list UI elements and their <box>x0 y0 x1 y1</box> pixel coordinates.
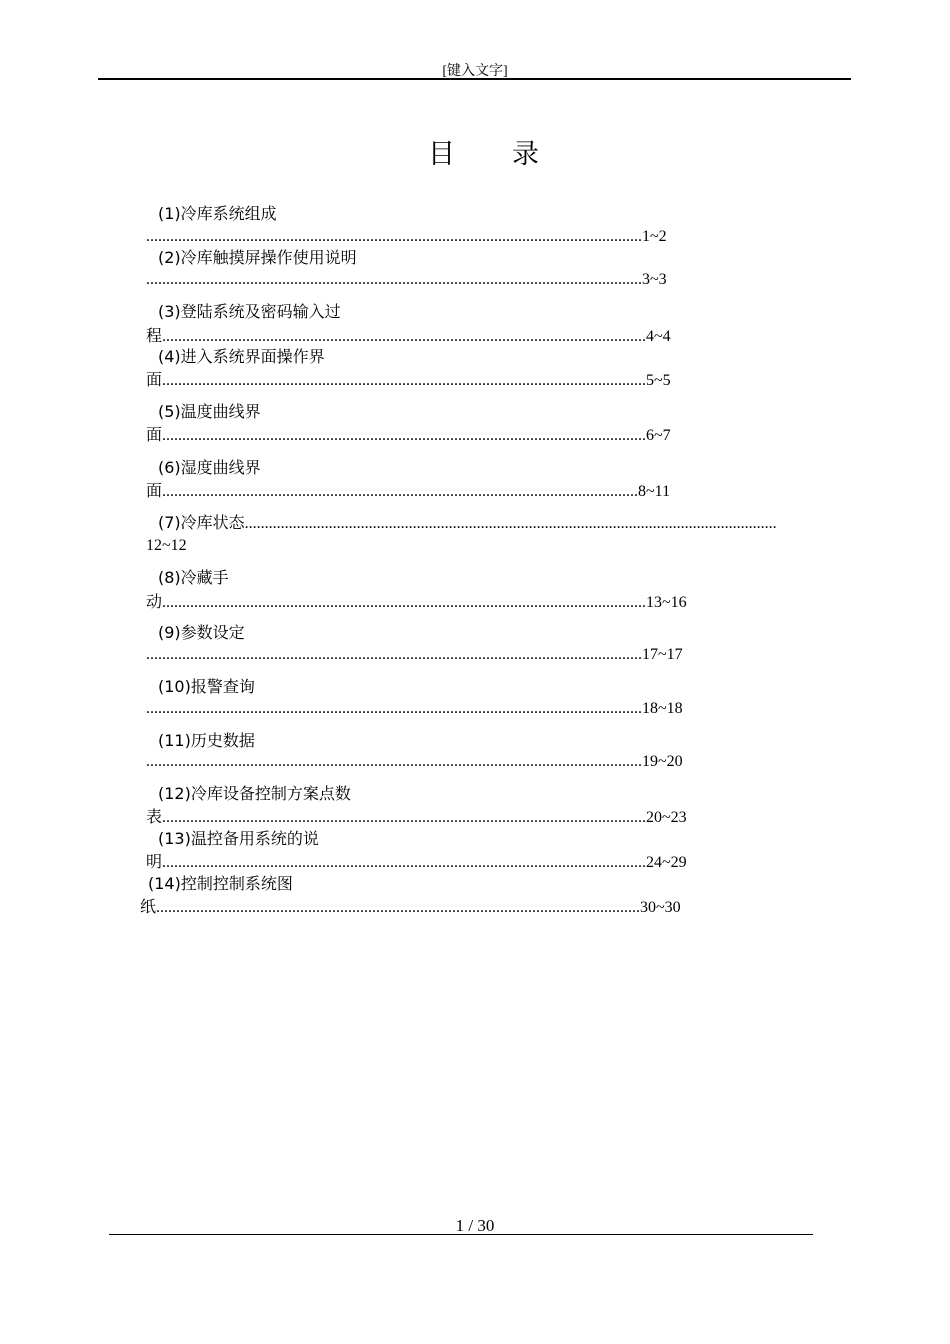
toc-dots: ............................................................................................................................ <box>146 228 642 245</box>
toc-entry-leader: ............................................................................................................................3~3 <box>146 271 667 288</box>
toc-entry-leader: 明.........................................................................................................................24~29 <box>146 852 687 871</box>
toc-entry-pages: 3~3 <box>642 271 667 288</box>
toc-entry-title: (10)报警查询 <box>158 677 255 696</box>
toc-entry-pages: 4~4 <box>646 328 671 345</box>
toc-entry-leader <box>146 227 667 247</box>
toc-entry-leader: (7)冷库状态..................................................................................................................................... <box>158 513 777 532</box>
toc-entry-pages: 8~11 <box>638 483 671 500</box>
toc-entry-leader: 动.........................................................................................................................13~16 <box>146 592 687 611</box>
toc-entry-leader: 面.........................................................................................................................5~5 <box>146 370 671 389</box>
footer-rule <box>109 1234 813 1235</box>
title-char-2: 录 <box>512 139 539 170</box>
toc-entry-title: (11)历史数据 <box>158 731 255 750</box>
header-text: [键入文字] <box>442 64 508 79</box>
title-char-1: 目 <box>428 139 455 170</box>
toc-entry-title: (2)冷库触摸屏操作使用说明 <box>158 248 357 267</box>
toc-entry-leader: 面.......................................................................................................................8~11 <box>146 481 671 500</box>
toc-entry-title: (14)控制控制系统图 <box>148 874 293 893</box>
toc-entry-continuation: 纸 <box>140 897 157 916</box>
toc-entry-pages: 6~7 <box>646 427 671 444</box>
toc-entry-leader: ............................................................................................................................18~18 <box>146 700 683 717</box>
toc-entry-leader: 纸.........................................................................................................................30~30 <box>140 897 681 916</box>
toc-entry-pages: 13~16 <box>646 594 687 611</box>
toc-entry-title: (5)温度曲线界 <box>158 402 261 421</box>
toc-entry-title: (6)湿度曲线界 <box>158 458 261 477</box>
toc-entry-continuation: 动 <box>146 592 163 611</box>
toc-entry-title: (7)冷库状态 <box>158 513 245 532</box>
toc-entry-continuation: 面 <box>146 370 163 389</box>
toc-entry-pages: 19~20 <box>642 753 683 770</box>
toc-entry-title: (1)冷库系统组成 <box>158 204 277 223</box>
toc-entry-continuation: 面 <box>146 425 163 444</box>
toc-entry-title: (13)温控备用系统的说 <box>158 829 319 848</box>
toc-entry-leader: 表.........................................................................................................................20~23 <box>146 807 687 826</box>
toc-entry-title: (12)冷库设备控制方案点数 <box>158 784 351 803</box>
toc-entry-leader: ............................................................................................................................19~20 <box>146 753 683 770</box>
toc-entry-pages: 30~30 <box>640 899 681 916</box>
toc-entry-leader: 程.........................................................................................................................4~4 <box>146 326 671 345</box>
toc-entry-pages: 17~17 <box>642 646 683 663</box>
toc-entry-continuation: 明 <box>146 852 163 871</box>
toc-entry-pages: 24~29 <box>646 854 687 871</box>
page-number: 1 / 30 <box>455 1216 495 1235</box>
toc-entry-title: (4)进入系统界面操作界 <box>158 347 325 366</box>
toc-entry-continuation: 面 <box>146 481 163 500</box>
toc-entry-continuation: 程 <box>146 326 163 345</box>
toc-entry-title: (8)冷藏手 <box>158 568 229 587</box>
toc-entry-pages: 5~5 <box>646 372 671 389</box>
toc-entry-pages: 12~12 <box>146 537 187 554</box>
toc-entry-leader: ............................................................................................................................17~17 <box>146 646 683 663</box>
toc-entry-title: (3)登陆系统及密码输入过 <box>158 302 341 321</box>
toc-entry-pages: 1~2 <box>642 228 667 245</box>
toc-entry-title: (9)参数设定 <box>158 623 245 642</box>
toc-entry-leader: 面.........................................................................................................................6~7 <box>146 425 671 444</box>
toc-entry-pages: 18~18 <box>642 700 683 717</box>
toc-entry-pages: 20~23 <box>646 809 687 826</box>
toc-entry-continuation: 表 <box>146 807 163 826</box>
